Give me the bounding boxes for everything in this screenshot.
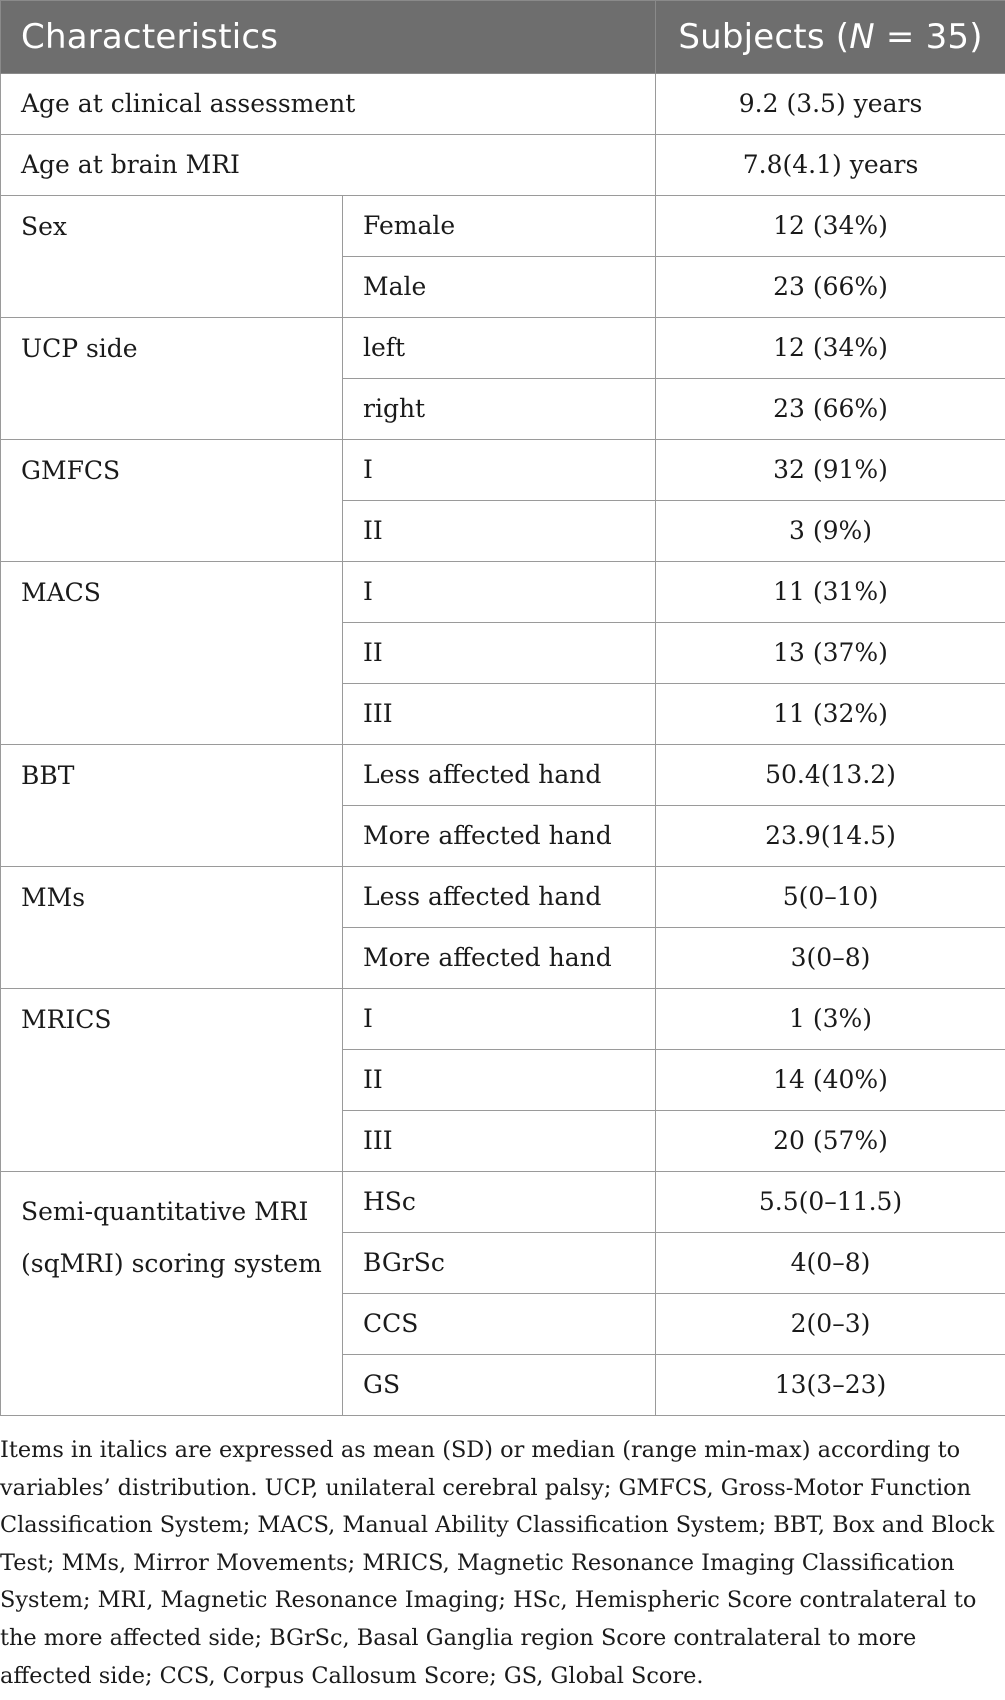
row-value: 23 (66%): [656, 379, 1005, 440]
row-value: 7.8(4.1) years: [656, 135, 1005, 196]
sub-label: Less affected hand: [343, 867, 656, 928]
sub-label: Male: [343, 257, 656, 318]
group-label: MMs: [1, 867, 343, 989]
sub-label: CCS: [343, 1294, 656, 1355]
row-value: 13 (37%): [656, 623, 1005, 684]
row-value: 50.4(13.2): [656, 745, 1005, 806]
sub-label: I: [343, 440, 656, 501]
row-value: 1 (3%): [656, 989, 1005, 1050]
table-row: [1, 196, 1005, 257]
sub-label: Less affected hand: [343, 745, 656, 806]
table-footnote: Items in italics are expressed as mean (SD) or median (range min-max) according to variables’ distribution. UCP, unilateral cerebral palsy; GMFCS, Gross-Motor Function Classification System; MACS, Manual Ability Classification System; BBT, Box and Block Test; MMs, Mirror Movements; MRICS, Magnetic Resonance Imaging Classification System; MRI, Magnetic Resonance Imaging; HSc, Hemispheric Score contralateral to the more affected side; BGrSc, Basal Ganglia region Score contralateral to more affected side; CCS, Corpus Callosum Score; GS, Global Score.: [0, 1437, 995, 1689]
row-value: 20 (57%): [656, 1111, 1005, 1172]
group-label: GMFCS: [1, 440, 343, 562]
sub-label: BGrSc: [343, 1233, 656, 1294]
sub-label: III: [343, 1111, 656, 1172]
table-row: [1, 74, 1005, 135]
sub-label: right: [343, 379, 656, 440]
sub-label: More affected hand: [343, 928, 656, 989]
table-row: [1, 135, 1005, 196]
sub-label: III: [343, 684, 656, 745]
group-label: UCP side: [1, 318, 343, 440]
table-row: [1, 989, 1005, 1050]
row-label: Age at brain MRI: [1, 135, 656, 196]
row-value: 12 (34%): [656, 196, 1005, 257]
row-value: 11 (32%): [656, 684, 1005, 745]
row-value: 9.2 (3.5) years: [656, 74, 1005, 135]
header-characteristics: Characteristics: [1, 1, 656, 74]
row-value: 3 (9%): [656, 501, 1005, 562]
table-row: [1, 867, 1005, 928]
header-subjects-suffix: = 35): [874, 17, 983, 57]
group-label: MACS: [1, 562, 343, 745]
table-header-row: [1, 1, 1005, 74]
row-value: 23.9(14.5): [656, 806, 1005, 867]
sub-label: II: [343, 501, 656, 562]
group-label: Sex: [1, 196, 343, 318]
sub-label: HSc: [343, 1172, 656, 1233]
sub-label: II: [343, 623, 656, 684]
row-value: 5.5(0–11.5): [656, 1172, 1005, 1233]
row-value: 2(0–3): [656, 1294, 1005, 1355]
header-subjects-prefix: Subjects (: [678, 17, 850, 57]
group-label: BBT: [1, 745, 343, 867]
table-row: [1, 318, 1005, 379]
row-value: 12 (34%): [656, 318, 1005, 379]
table-body: [1, 74, 1005, 1416]
row-value: 11 (31%): [656, 562, 1005, 623]
row-value: 5(0–10): [656, 867, 1005, 928]
sub-label: left: [343, 318, 656, 379]
sub-label: GS: [343, 1355, 656, 1416]
row-value: 32 (91%): [656, 440, 1005, 501]
row-value: 13(3–23): [656, 1355, 1005, 1416]
row-value: 4(0–8): [656, 1233, 1005, 1294]
table-row: [1, 440, 1005, 501]
sub-label: More affected hand: [343, 806, 656, 867]
table-row: [1, 562, 1005, 623]
group-label: MRICS: [1, 989, 343, 1172]
row-value: 14 (40%): [656, 1050, 1005, 1111]
table-row: [1, 1172, 1005, 1233]
group-label: Semi-quantitative MRI (sqMRI) scoring system: [1, 1172, 343, 1416]
row-value: 23 (66%): [656, 257, 1005, 318]
sub-label: I: [343, 562, 656, 623]
row-label: Age at clinical assessment: [1, 74, 656, 135]
row-value: 3(0–8): [656, 928, 1005, 989]
sub-label: Female: [343, 196, 656, 257]
table-row: [1, 745, 1005, 806]
sub-label: I: [343, 989, 656, 1050]
header-subjects: [656, 1, 1005, 74]
header-subjects-n: N: [849, 17, 875, 57]
sub-label: II: [343, 1050, 656, 1111]
